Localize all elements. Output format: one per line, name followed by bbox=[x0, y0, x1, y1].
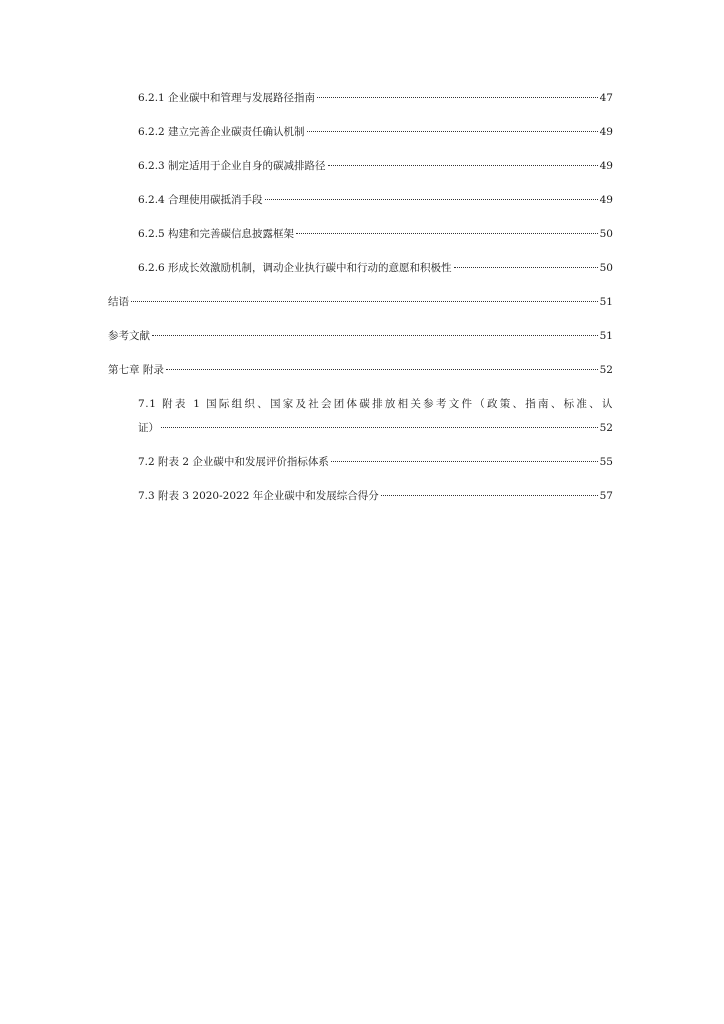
dot-leader bbox=[328, 165, 598, 166]
toc-entry-label: 6.2.2 建立完善企业碳责任确认机制 bbox=[138, 126, 305, 138]
dot-leader bbox=[161, 427, 598, 428]
toc-entry-label-line1: 7.1 附表 1 国际组织、国家及社会团体碳排放相关参考文件（政策、指南、标准、认 bbox=[138, 398, 613, 410]
toc-entry-6-2-5[interactable] bbox=[108, 224, 613, 258]
toc-entry-label: 6.2.4 合理使用碳抵消手段 bbox=[138, 194, 263, 206]
toc-entry-6-2-1[interactable] bbox=[108, 88, 613, 122]
toc-entry-label: 6.2.3 制定适用于企业自身的碳减排路径 bbox=[138, 160, 326, 172]
dot-leader bbox=[331, 461, 598, 462]
toc-entry-6-2-6[interactable] bbox=[108, 258, 613, 292]
toc-entry-label: 6.2.5 构建和完善碳信息披露框架 bbox=[138, 228, 295, 240]
table-of-contents bbox=[108, 88, 613, 520]
toc-page-number: 49 bbox=[599, 194, 613, 206]
dot-leader bbox=[296, 233, 598, 234]
toc-entry-chapter-7[interactable] bbox=[108, 360, 613, 394]
toc-entry-label: 6.2.6 形成长效激励机制，调动企业执行碳中和行动的意愿和积极性 bbox=[138, 262, 452, 274]
dot-leader bbox=[317, 97, 598, 98]
toc-page-number: 50 bbox=[599, 228, 613, 240]
toc-entry-6-2-2[interactable] bbox=[108, 122, 613, 156]
dot-leader bbox=[381, 495, 598, 496]
toc-entry-7-3[interactable] bbox=[108, 486, 613, 520]
dot-leader bbox=[152, 335, 598, 336]
dot-leader bbox=[166, 369, 598, 370]
toc-page-number: 51 bbox=[599, 330, 613, 342]
toc-page-number: 49 bbox=[599, 126, 613, 138]
dot-leader bbox=[454, 267, 598, 268]
toc-entry-6-2-4[interactable] bbox=[108, 190, 613, 224]
dot-leader bbox=[131, 301, 598, 302]
toc-entry-6-2-3[interactable] bbox=[108, 156, 613, 190]
toc-entry-7-1[interactable] bbox=[108, 394, 613, 418]
toc-page-number: 51 bbox=[599, 296, 613, 308]
toc-page-number: 47 bbox=[599, 92, 613, 104]
toc-page-number: 52 bbox=[599, 364, 613, 376]
toc-entry-label: 7.2 附表 2 企业碳中和发展评价指标体系 bbox=[138, 456, 329, 468]
toc-page-number: 50 bbox=[599, 262, 613, 274]
toc-entry-label: 结语 bbox=[108, 296, 129, 308]
toc-entry-conclusion[interactable] bbox=[108, 292, 613, 326]
toc-entry-label-line2: 证） bbox=[138, 422, 159, 434]
toc-entry-references[interactable] bbox=[108, 326, 613, 360]
toc-entry-label: 参考文献 bbox=[108, 330, 150, 342]
toc-entry-7-2[interactable] bbox=[108, 452, 613, 486]
toc-page-number: 52 bbox=[599, 422, 613, 434]
toc-entry-7-1-continued[interactable] bbox=[108, 418, 613, 452]
toc-page-number: 57 bbox=[599, 490, 613, 502]
toc-page-number: 55 bbox=[599, 456, 613, 468]
toc-entry-label: 7.3 附表 3 2020-2022 年企业碳中和发展综合得分 bbox=[138, 490, 379, 502]
dot-leader bbox=[307, 131, 598, 132]
toc-page-number: 49 bbox=[599, 160, 613, 172]
toc-entry-label: 6.2.1 企业碳中和管理与发展路径指南 bbox=[138, 92, 316, 104]
toc-entry-label: 第七章 附录 bbox=[108, 364, 164, 376]
dot-leader bbox=[265, 199, 598, 200]
